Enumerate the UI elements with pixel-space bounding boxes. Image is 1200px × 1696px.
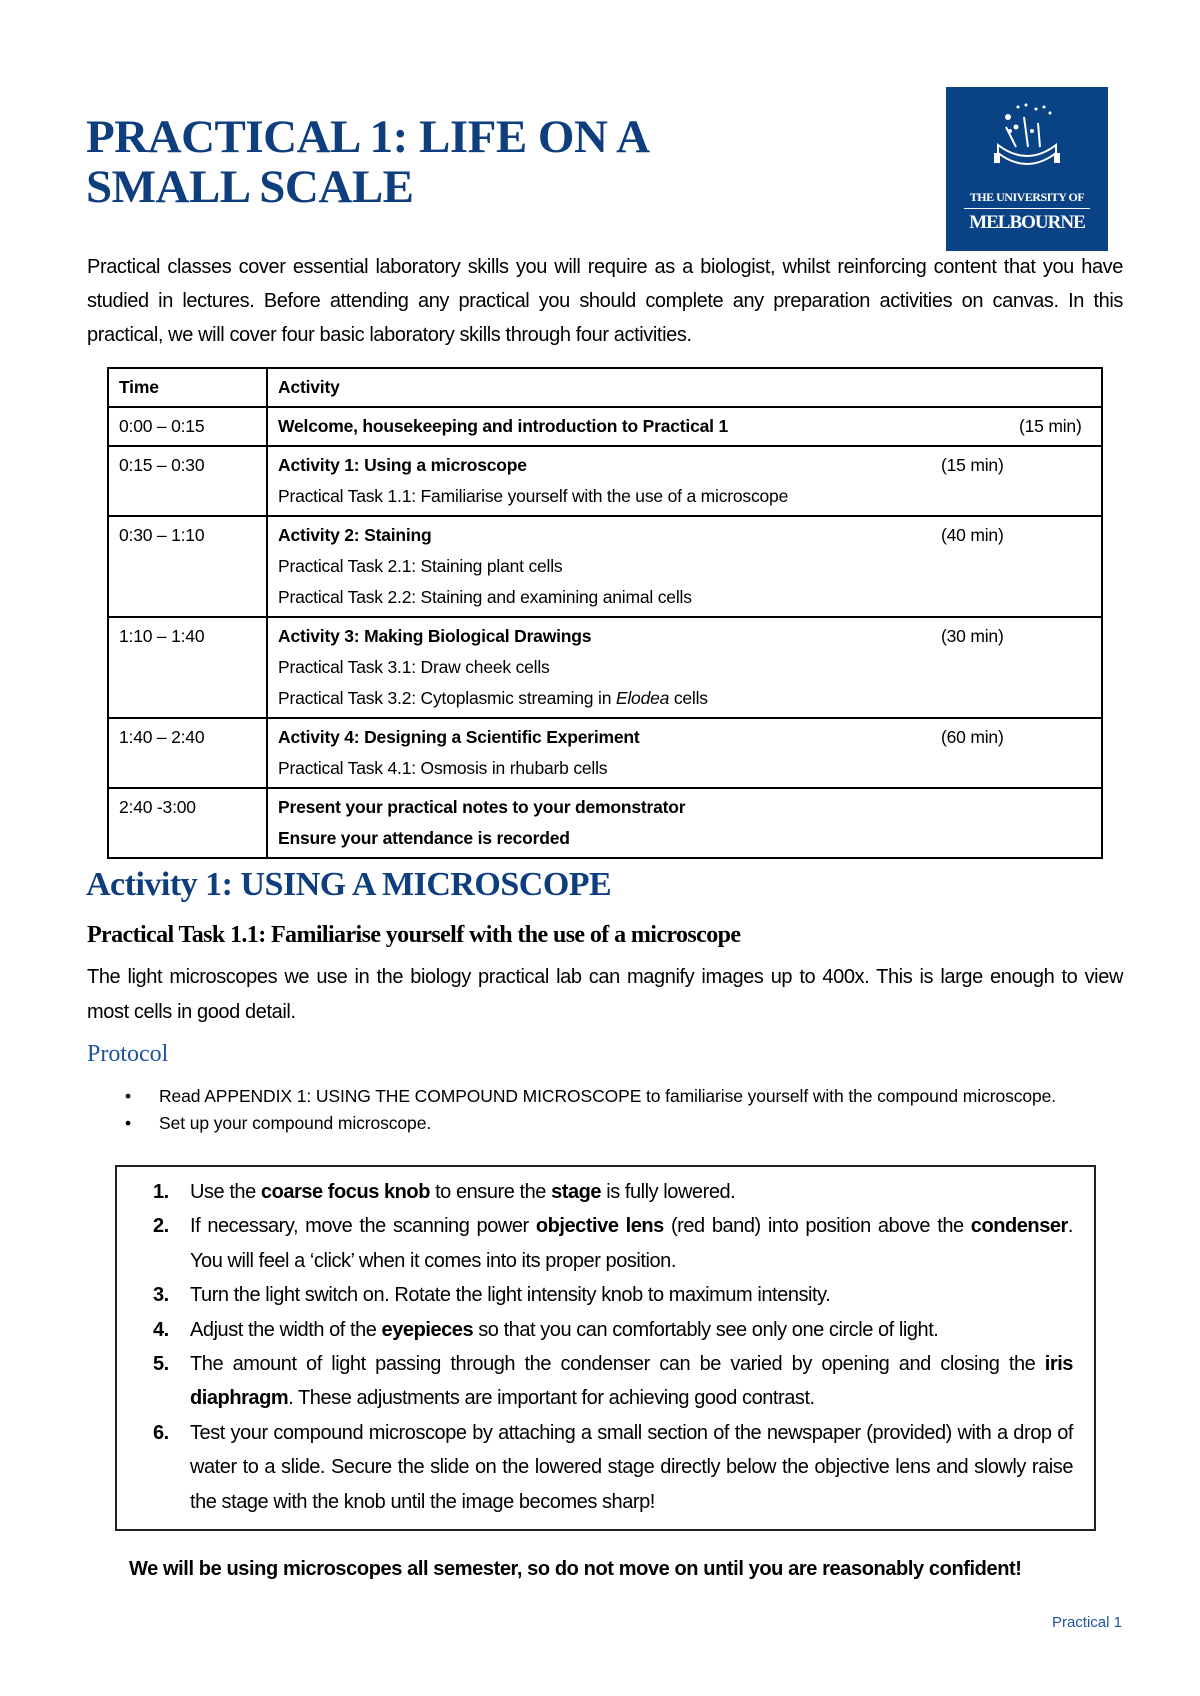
step-term: objective lens bbox=[535, 1215, 664, 1238]
title-line-1: PRACTICAL 1: LIFE ON A bbox=[86, 111, 650, 163]
task-text-after: cells bbox=[669, 688, 708, 708]
task-text: Practical Task 2.2: Staining and examining animal cells bbox=[278, 587, 692, 607]
logo-text-bottom: MELBOURNE bbox=[969, 212, 1085, 233]
activity-cell bbox=[267, 788, 1102, 858]
task-line bbox=[278, 481, 1091, 512]
task-line bbox=[278, 582, 1091, 613]
activity-cell bbox=[267, 516, 1102, 617]
time-cell: 1:40 – 2:40 bbox=[108, 718, 267, 788]
step-text: (red band) into position above the bbox=[663, 1215, 971, 1238]
task-heading: Practical Task 1.1: Familiarise yourself with the use of a microscope bbox=[87, 922, 741, 948]
header-time: Time bbox=[108, 368, 267, 407]
activity-title-line bbox=[278, 722, 1091, 753]
task-text: Practical Task 4.1: Osmosis in rhubarb cells bbox=[278, 758, 608, 778]
step-term: coarse focus knob bbox=[260, 1181, 430, 1203]
bullet-icon: • bbox=[125, 1113, 132, 1133]
step-text: Turn the light switch on. Rotate the light intensity knob to maximum intensity. bbox=[190, 1284, 831, 1307]
task-line bbox=[278, 652, 1091, 683]
step-term: iris diaphragm bbox=[190, 1353, 1073, 1410]
header-activity: Activity bbox=[267, 368, 1102, 407]
step-text: The amount of light passing through the condenser can be varied by opening and closing the bbox=[190, 1353, 1045, 1376]
time-cell: 0:15 – 0:30 bbox=[108, 446, 267, 516]
step-number: 4. bbox=[153, 1318, 169, 1341]
time-cell: 0:30 – 1:10 bbox=[108, 516, 267, 617]
table-header-row bbox=[108, 368, 1102, 407]
activity-title: Welcome, housekeeping and introduction to Practical 1 bbox=[278, 416, 728, 436]
activity-title: Activity 1: Using a microscope bbox=[278, 455, 527, 475]
task-line bbox=[278, 551, 1091, 582]
crest-icon bbox=[946, 87, 1108, 187]
intro-paragraph: Practical classes cover essential laboratory skills you will require as a biologist, whilst reinforcing content that you have studied in lectures. Before attending any practical you should complete any preparation activities on canvas. In this practical, we will cover four basic laboratory skills through four activities. bbox=[87, 256, 1123, 346]
activity-title-line bbox=[278, 411, 1091, 442]
task-line bbox=[278, 753, 1091, 784]
step-text: Adjust the width of the bbox=[190, 1318, 382, 1341]
time-cell: 0:00 – 0:15 bbox=[108, 407, 267, 446]
table-row bbox=[108, 516, 1102, 617]
bullet-icon: • bbox=[125, 1086, 132, 1106]
activity-duration: (60 min) bbox=[941, 727, 1004, 747]
activity-cell bbox=[267, 446, 1102, 516]
protocol-bullets bbox=[125, 1083, 1123, 1137]
step-number: 6. bbox=[153, 1421, 169, 1444]
task-text: Practical Task 3.1: Draw cheek cells bbox=[278, 657, 550, 677]
schedule-table bbox=[107, 367, 1103, 859]
activity-cell bbox=[267, 407, 1102, 446]
time-cell: 1:10 – 1:40 bbox=[108, 617, 267, 718]
task-line bbox=[278, 683, 1091, 714]
step-term: condenser bbox=[970, 1215, 1068, 1238]
activity-duration: (15 min) bbox=[941, 455, 1004, 475]
activity-duration: (15 min) bbox=[1019, 416, 1082, 436]
steps-list bbox=[153, 1175, 1073, 1519]
table-row bbox=[108, 617, 1102, 718]
step-term: stage bbox=[551, 1181, 602, 1203]
activity-title-line bbox=[278, 792, 1091, 823]
task-paragraph: The light microscopes we use in the biology practical lab can magnify images up to 400x. This is large enough to view most cells in good detail. bbox=[87, 966, 1123, 1023]
step-number: 2. bbox=[153, 1215, 169, 1238]
activity-heading: Activity 1: USING A MICROSCOPE bbox=[86, 866, 612, 903]
list-item bbox=[153, 1416, 1073, 1519]
list-item bbox=[153, 1175, 1073, 1209]
task-line bbox=[278, 823, 1091, 854]
list-item bbox=[153, 1209, 1073, 1278]
table-row bbox=[108, 446, 1102, 516]
bullet-text: Set up your compound microscope. bbox=[159, 1113, 432, 1133]
list-item bbox=[125, 1083, 1123, 1110]
activity-title-line bbox=[278, 621, 1091, 652]
logo-text-top: THE UNIVERSITY OF bbox=[969, 190, 1085, 204]
time-cell: 2:40 -3:00 bbox=[108, 788, 267, 858]
list-item bbox=[153, 1347, 1073, 1416]
activity-title: Activity 2: Staining bbox=[278, 525, 432, 545]
table-row bbox=[108, 407, 1102, 446]
university-logo bbox=[946, 87, 1108, 251]
species-name: Elodea bbox=[615, 688, 670, 708]
step-text: . You will feel a ‘click’ when it comes into its proper position. bbox=[190, 1215, 1073, 1272]
steps-box bbox=[115, 1165, 1096, 1531]
logo-divider bbox=[964, 208, 1090, 209]
task-text: Practical Task 1.1: Familiarise yourself with the use of a microscope bbox=[278, 486, 789, 506]
step-text: so that you can comfortably see only one circle of light. bbox=[473, 1318, 939, 1341]
activity-duration: (40 min) bbox=[941, 525, 1004, 545]
activity-title: Present your practical notes to your demonstrator bbox=[278, 797, 686, 817]
task-text: Practical Task 2.1: Staining plant cells bbox=[278, 556, 563, 576]
page-title bbox=[86, 112, 650, 212]
step-text: If necessary, move the scanning power bbox=[190, 1215, 536, 1238]
list-item bbox=[153, 1313, 1073, 1347]
task-text: Practical Task 3.2: Cytoplasmic streaming in bbox=[278, 688, 616, 708]
title-line-2: SMALL SCALE bbox=[86, 161, 414, 213]
list-item bbox=[125, 1110, 1123, 1137]
step-number: 1. bbox=[153, 1181, 169, 1203]
step-text: Test your compound microscope by attaching a small section of the newspaper (provided) with a drop of water to a slide. Secure the slide on the lowered stage directly below the objective lens and slowly raise the stage with the knob until the image becomes sharp! bbox=[190, 1421, 1073, 1513]
activity-title-line bbox=[278, 520, 1091, 551]
activity-title: Activity 3: Making Biological Drawings bbox=[278, 626, 592, 646]
step-text: . These adjustments are important for achieving good contrast. bbox=[288, 1387, 815, 1410]
activity-title: Activity 4: Designing a Scientific Experiment bbox=[278, 727, 640, 747]
task-text: Ensure your attendance is recorded bbox=[278, 828, 570, 848]
step-text: Use the bbox=[190, 1181, 261, 1203]
closing-note: We will be using microscopes all semester, so do not move on until you are reasonably confident! bbox=[129, 1558, 1022, 1580]
step-number: 3. bbox=[153, 1284, 169, 1307]
step-number: 5. bbox=[153, 1353, 169, 1376]
step-text: is fully lowered. bbox=[601, 1181, 736, 1203]
step-text: to ensure the bbox=[429, 1181, 552, 1203]
table-row bbox=[108, 788, 1102, 858]
activity-cell bbox=[267, 718, 1102, 788]
protocol-heading: Protocol bbox=[87, 1041, 169, 1067]
activity-title-line bbox=[278, 450, 1091, 481]
activity-duration: (30 min) bbox=[941, 626, 1004, 646]
list-item bbox=[153, 1278, 1073, 1312]
table-row bbox=[108, 718, 1102, 788]
step-term: eyepieces bbox=[381, 1318, 474, 1341]
bullet-text: Read APPENDIX 1: USING THE COMPOUND MICROSCOPE to familiarise yourself with the compound microscope. bbox=[159, 1086, 1057, 1106]
activity-cell bbox=[267, 617, 1102, 718]
page-footer: Practical 1 bbox=[1051, 1614, 1122, 1631]
